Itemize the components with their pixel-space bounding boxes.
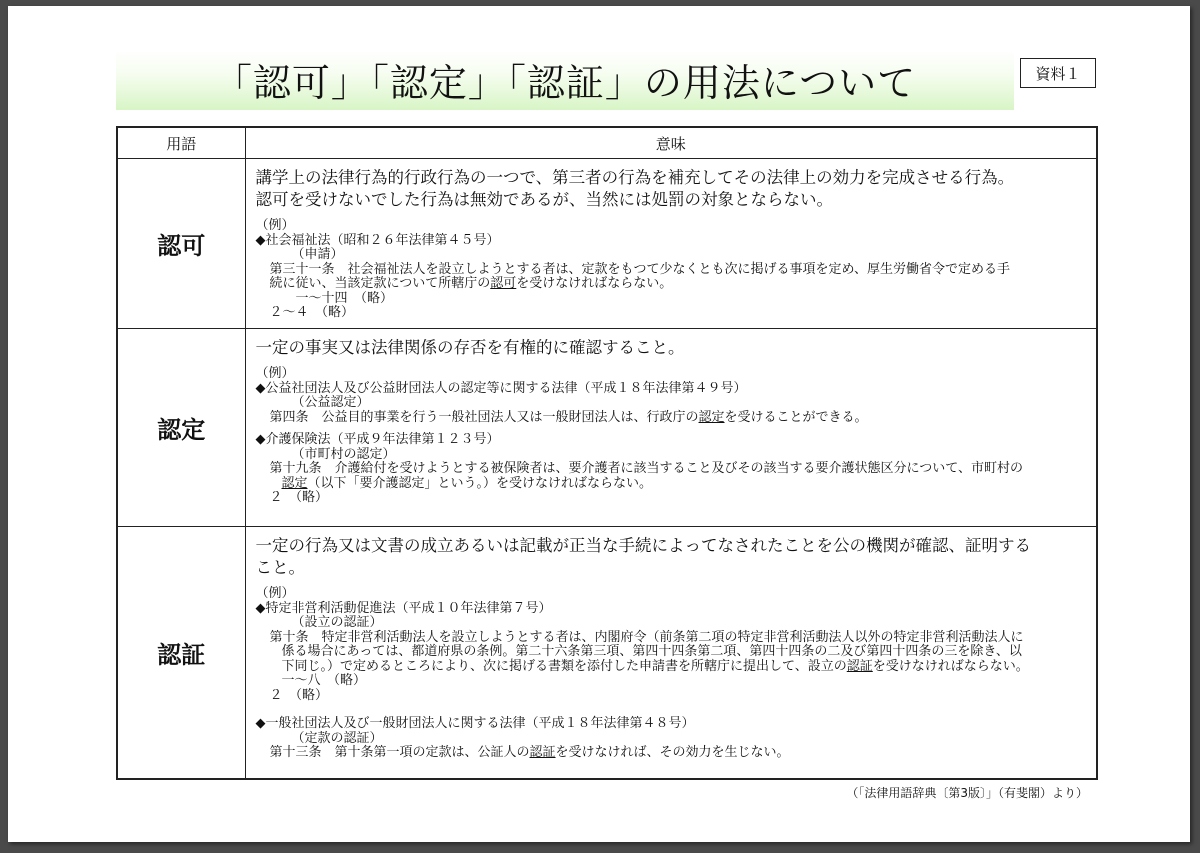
article-caption: （申請） xyxy=(291,247,344,262)
meaning-cell xyxy=(245,527,1097,779)
keyword: 認定 xyxy=(281,475,308,491)
table-row xyxy=(117,329,1097,527)
article-caption: （市町村の認定） xyxy=(291,446,396,462)
example-label: （例） xyxy=(255,218,295,233)
article-text: 第三十一条 社会福祉法人を設立しようとする者は、定款をもつて少なくとも次に掲げる事項を定め、厚生労働省令で定める手 続に従い、当該定款について所轄庁の認可を受けなければならない。 一～十四 （略） ２～４ （略） xyxy=(256,263,1089,321)
keyword: 認証 xyxy=(846,658,873,674)
page-title: 「認可」「認定」「認証」の用法について xyxy=(213,61,917,105)
article-text: 第十条 特定非営利活動法人を設立しようとする者は、内閣府令（前条第二項の特定非営利活動法人以外の特定非営利活動法人に 係る場合にあっては、都道府県の条例。第二十六条第三項、第四十四条第二項、第四十四条の二及び第四十四条の三を除き、以 下同じ。）で定めるところにより、次に掲げる書類を添付した申請書を所轄庁に提出して、設立の認証を受けなければならない。 一～八 （略） ２ （略） xyxy=(256,631,1089,704)
document-label: 資料１ xyxy=(1020,58,1096,88)
table-header-row xyxy=(117,127,1097,159)
keyword: 認定 xyxy=(698,409,725,425)
article-item: 一～八 （略） xyxy=(281,673,367,688)
article-item: ２ （略） xyxy=(269,687,329,703)
meaning-cell xyxy=(245,329,1097,527)
keyword: 認可 xyxy=(490,276,517,291)
law-title: ◆介護保険法（平成９年法律第１２３号） xyxy=(255,432,500,447)
article-caption: （公益認定） xyxy=(291,395,370,410)
article-text: 第十九条 介護給付を受けようとする被保険者は、要介護者に該当すること及びその該当する要介護状態区分について、市町村の 認定（以下「要介護認定」という。）を受けなければならない。 ２ （略） xyxy=(256,462,1089,506)
keyword: 認証 xyxy=(529,745,556,760)
article-caption: （定款の認証） xyxy=(291,730,383,746)
term-cell: 認定 xyxy=(117,329,245,527)
definition: 講学上の法律行為的行政行為の一つで、第三者の行為を補充してその法律上の効力を完成させる行為。 認可を受けないでした行為は無効であるが、当然には処罰の対象とならない。 xyxy=(255,168,1015,209)
law-title: ◆公益社団法人及び公益財団法人の認定等に関する法律（平成１８年法律第４９号） xyxy=(255,380,747,396)
definition: 一定の行為又は文書の成立あるいは記載が正当な手続によってなされたことを公の機関が確認、証明する こと。 xyxy=(255,536,1031,577)
article-item: 一～十四 （略） xyxy=(295,290,394,306)
header-meaning: 意味 xyxy=(245,127,1097,159)
law-title: ◆社会福祉法（昭和２６年法律第４５号） xyxy=(255,232,500,248)
article-text: 第十三条 第十条第一項の定款は、公証人の認証を受けなければ、その効力を生じない。 xyxy=(269,745,790,760)
definition: 一定の事実又は法律関係の存否を有権的に確認すること。 xyxy=(255,338,685,357)
term-cell: 認可 xyxy=(117,159,245,329)
table-row xyxy=(117,159,1097,329)
article-item: ２～４ （略） xyxy=(269,305,355,320)
example-label: （例） xyxy=(255,586,295,601)
article-caption: （設立の認証） xyxy=(291,615,383,630)
document-page xyxy=(8,6,1190,842)
header-term: 用語 xyxy=(117,127,245,159)
terms-table xyxy=(116,126,1098,780)
term-cell: 認証 xyxy=(117,527,245,779)
table-row xyxy=(117,527,1097,779)
article-text: 第四条 公益目的事業を行う一般社団法人又は一般財団法人は、行政庁の認定を受けることができる。 xyxy=(269,409,868,425)
source-citation: （「法律用語辞典〔第3版〕」（有斐閣）より） xyxy=(846,786,1088,800)
law-title: ◆特定非営利活動促進法（平成１０年法律第７号） xyxy=(255,600,552,616)
law-title: ◆一般社団法人及び一般財団法人に関する法律（平成１８年法律第４８号） xyxy=(255,716,695,731)
example-label: （例） xyxy=(255,366,295,381)
article-item: ２ （略） xyxy=(269,490,329,505)
meaning-cell xyxy=(245,159,1097,329)
